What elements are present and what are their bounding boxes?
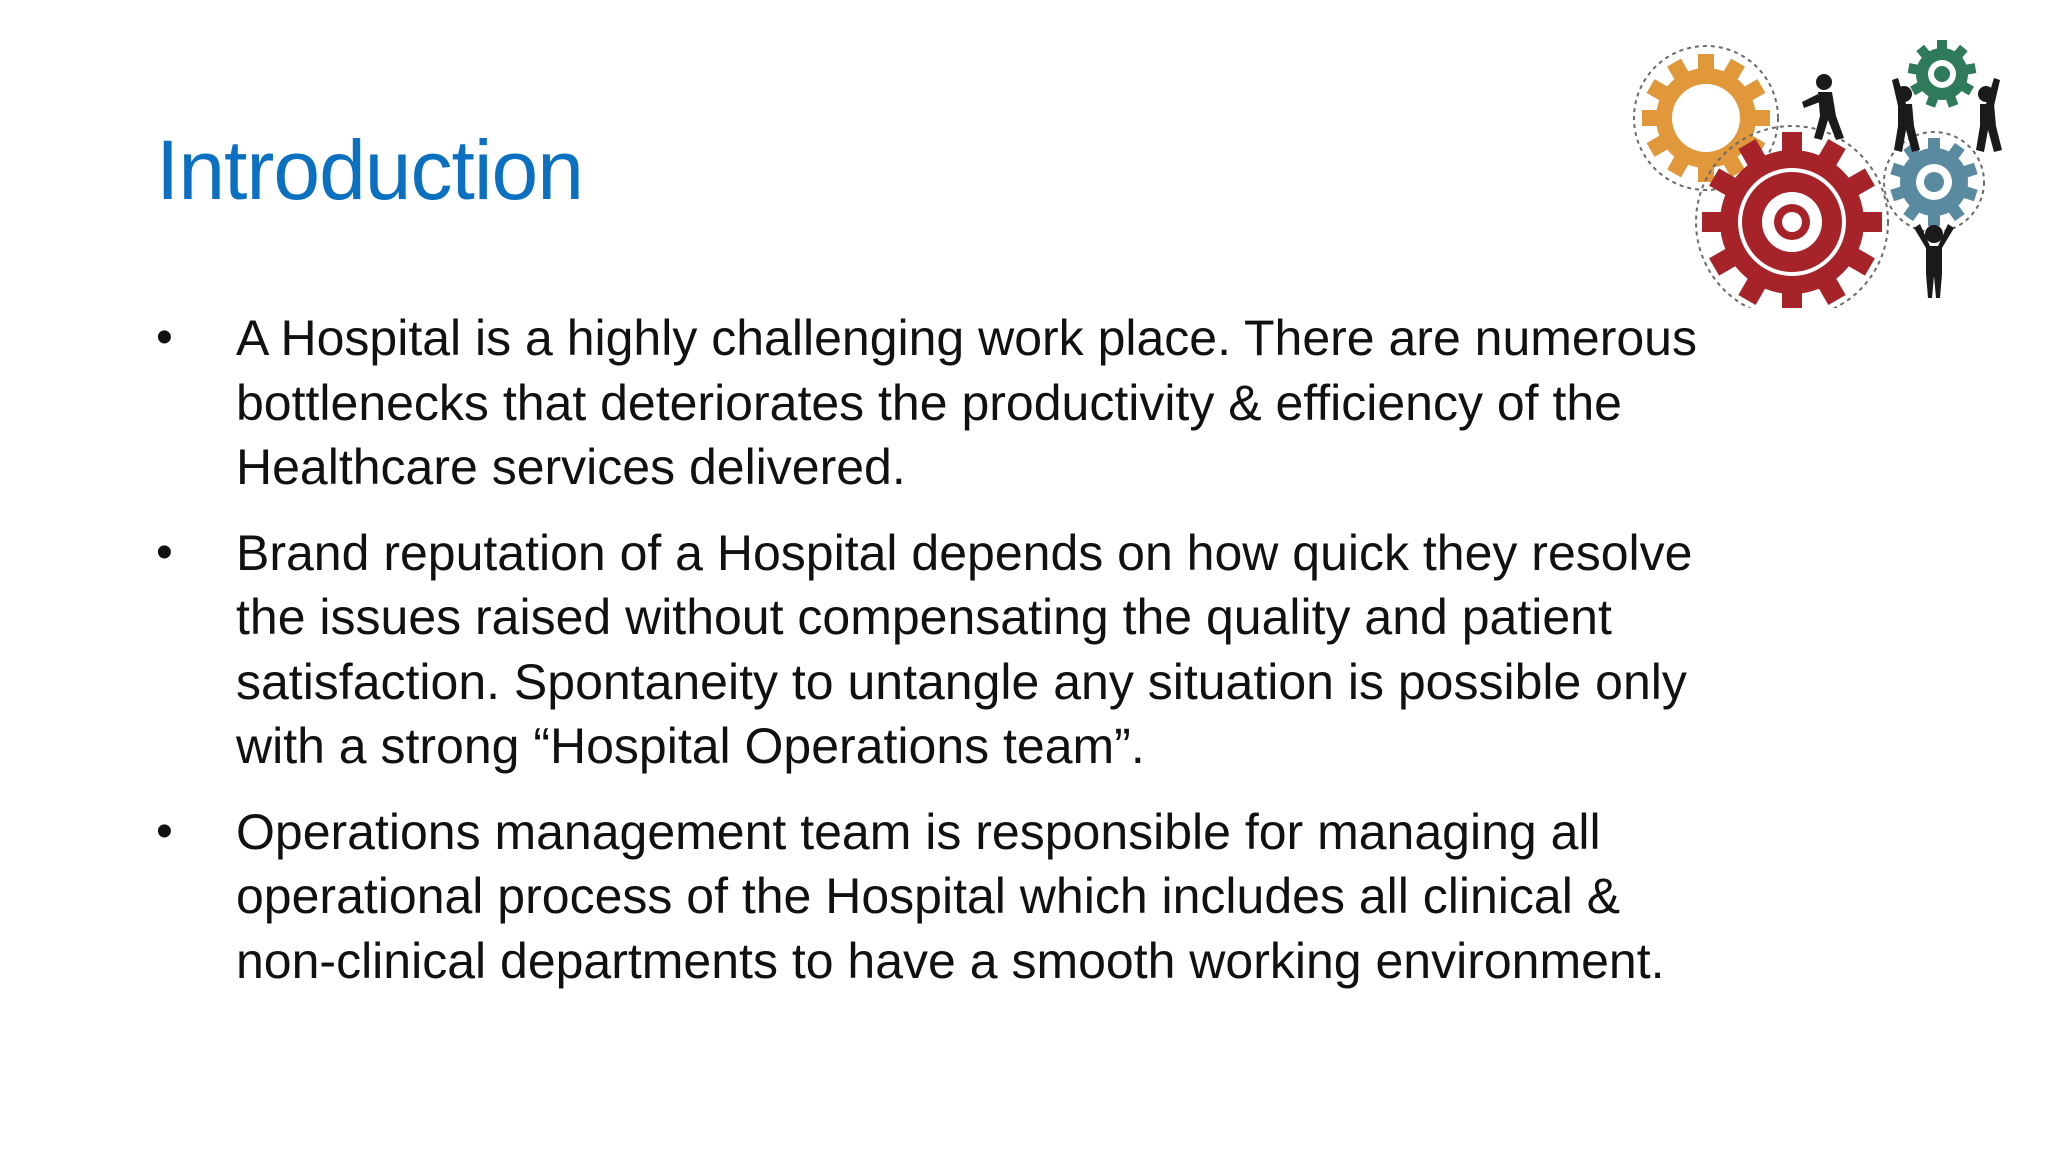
bullet-text-line: with a strong “Hospital Operations team”. (236, 718, 1145, 774)
bullet-item (156, 521, 1876, 779)
bullet-text-line: satisfaction. Spontaneity to untangle any situation is possible only (236, 653, 1687, 710)
bullet-item (156, 306, 1876, 500)
bullet-marker: • (156, 804, 173, 858)
bullet-text-line: operational process of the Hospital which includes all clinical & (236, 868, 1621, 924)
bullet-item (156, 800, 1876, 994)
person-standing-icon (1914, 224, 1954, 298)
bullet-text-line: non-clinical departments to have a smooth working environment. (236, 932, 1665, 989)
teamwork-gears-icon (1620, 36, 2010, 308)
bullet-text-line: Operations management team is responsible for managing all (236, 803, 1601, 860)
person-lifting-right-icon (1976, 78, 2002, 152)
bullet-marker: • (156, 525, 173, 579)
bullet-text-line: Healthcare services delivered. (236, 439, 906, 495)
person-pushing-icon (1802, 74, 1844, 140)
red-gear-icon (1696, 126, 1888, 308)
bullet-text-line: Brand reputation of a Hospital depends on how quick they resolve (236, 524, 1693, 581)
slide-title: Introduction (156, 123, 583, 217)
bullet-text-line: bottlenecks that deteriorates the productivity & efficiency of the (236, 374, 1622, 431)
bullet-text-line: A Hospital is a highly challenging work place. There are numerous (236, 310, 1697, 366)
green-gear-icon (1908, 40, 1977, 108)
bullet-text-line: the issues raised without compensating the quality and patient (236, 589, 1612, 645)
bullet-list (156, 306, 1876, 1014)
bullet-marker: • (156, 311, 173, 364)
